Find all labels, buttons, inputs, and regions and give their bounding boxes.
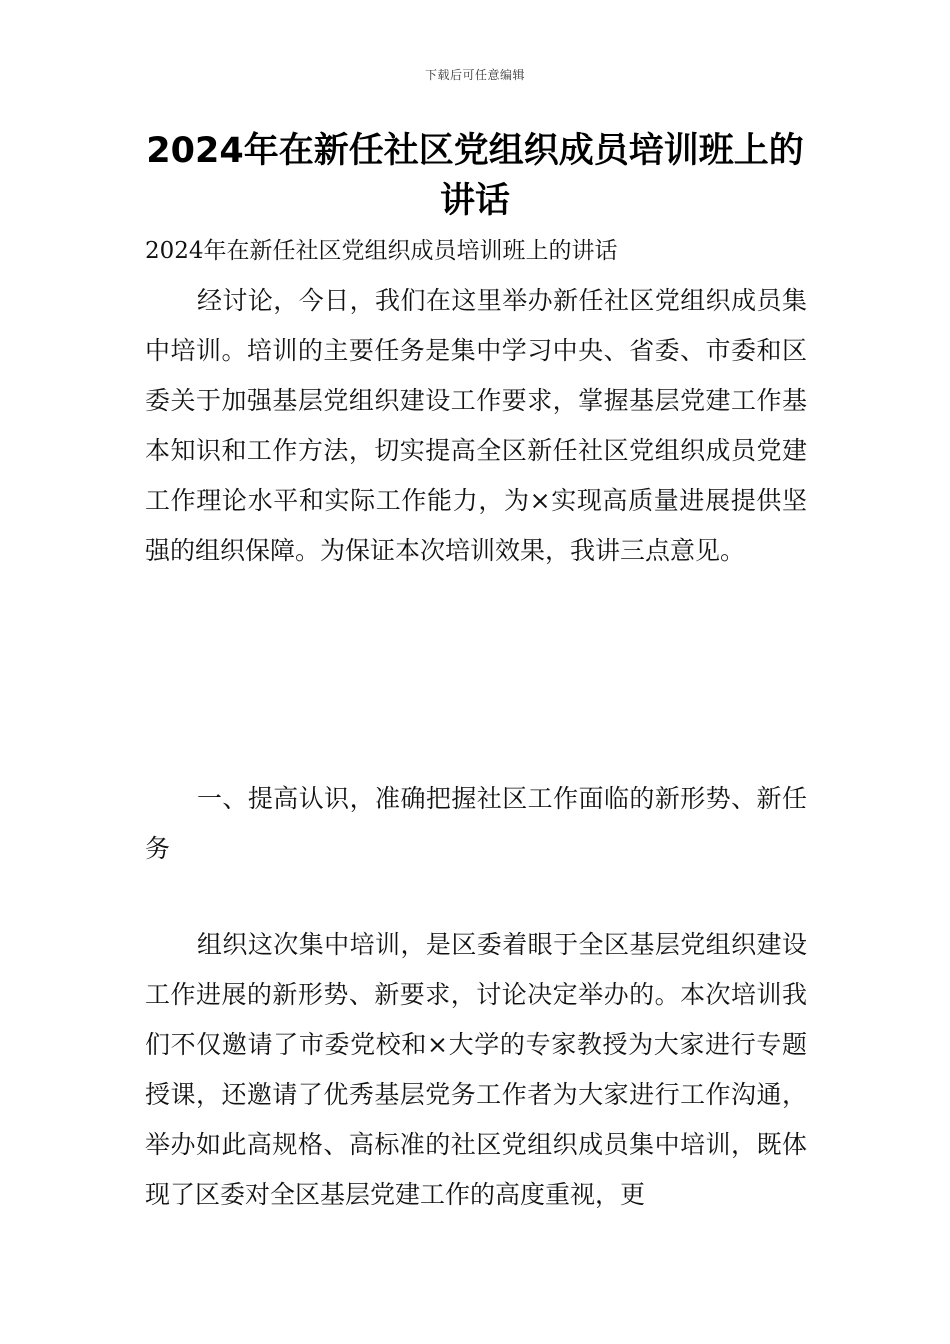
paragraph-intro: 经讨论，今日，我们在这里举办新任社区党组织成员集中培训。培训的主要任务是集中学习中央、省委、市委和区委关于加强基层党组织建设工作要求，掌握基层党建工作基本知识和工作方法，切实提高全区新任社区党组织成员党建工作理论水平和实际工作能力，为×实现高质量进展提供坚强的组织保障。为保证本次培训效果，我讲三点意见。 <box>145 286 807 565</box>
document-title: 2024年在新任社区党组织成员培训班上的讲话 <box>146 131 804 221</box>
document-subtitle: 2024年在新任社区党组织成员培训班上的讲话 <box>145 238 618 264</box>
header-note: 下载后可任意编辑 <box>424 68 525 82</box>
paragraph-section-1: 组织这次集中培训，是区委着眼于全区基层党组织建设工作进展的新形势、新要求，讨论决定举办的。本次培训我们不仅邀请了市委党校和×大学的专家教授为大家进行专题授课，还邀请了优秀基层党务工作者为大家进行工作沟通，举办如此高规格、高标准的社区党组织成员集中培训，既体现了区委对全区基层党建工作的高度重视，更 <box>145 930 807 1209</box>
section-heading-1: 一、提高认识，准确把握社区工作面临的新形势、新任务 <box>145 784 807 863</box>
